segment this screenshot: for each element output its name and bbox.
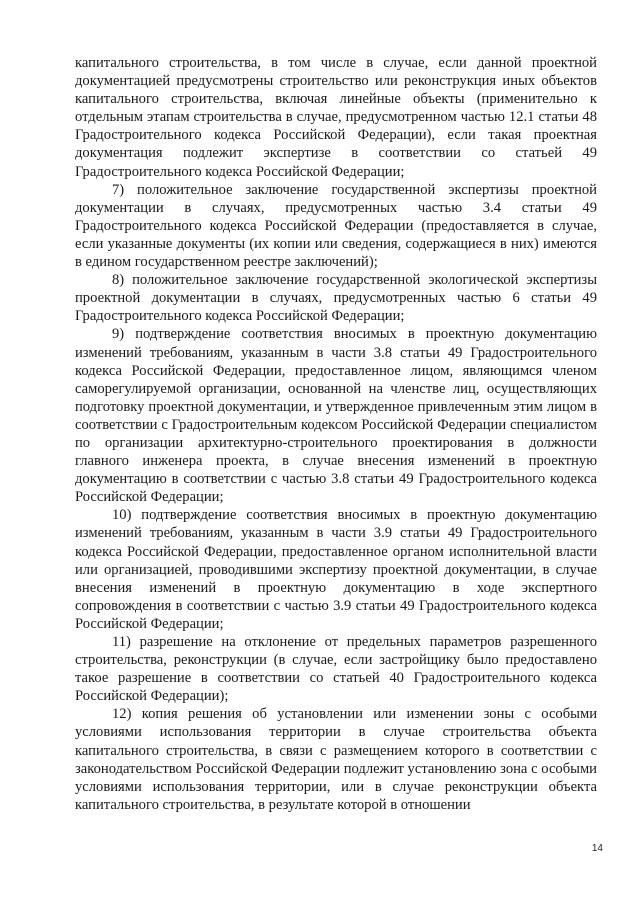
paragraph-item-7: 7) положительное заключение государственной экспертизы проектной документации в случаях, предусмотренных частью 3.4 статьи 49 Градостроительного кодекса Российской Федерации (предоставляется в случае, если указанные документы (их копии или сведения, содержащиеся в них) имеются в едином государственном реестре заключений); bbox=[75, 181, 597, 271]
paragraph-item-12: 12) копия решения об установлении или изменении зоны с особыми условиями использования территории в случае строительства объекта капитального строительства, в связи с размещением которого в соответствии с законодательством Российской Федерации подлежит установлению зона с особыми условиями использования территории, или в случае реконструкции объекта капитального строительства, в результате которой в отношении bbox=[75, 706, 597, 813]
paragraph-item-10: 10) подтверждение соответствия вносимых в проектную документацию изменений требованиям, указанным в части 3.9 статьи 49 Градостроительного кодекса Российской Федерации, предоставленное органом исполнительной власти или организацией, проводившими экспертизу проектной документации, в случае внесения изменений в проектную документацию в ходе экспертного сопровождения в соответствии с частью 3.9 статьи 49 Градостроительного кодекса Российской Федерации; bbox=[75, 507, 597, 632]
paragraph-continuation: капитального строительства, в том числе в случае, если данной проектной документацией предусмотрены строительство или реконструкция иных объектов капитального строительства, включая линейные объекты (применительно к отдельным этапам строительства в случае, предусмотренном частью 12.1 статьи 48 Градостроительного кодекса Российской Федерации), если такая проектная документация подлежит экспертизе в соответствии со статьей 49 Градостроительного кодекса Российской Федерации; bbox=[75, 55, 597, 180]
paragraph-item-8: 8) положительное заключение государственной экологической экспертизы проектной документации в случаях, предусмотренных частью 6 статьи 49 Градостроительного кодекса Российской Федерации; bbox=[75, 272, 597, 325]
document-body bbox=[75, 54, 597, 814]
paragraph-item-9: 9) подтверждение соответствия вносимых в проектную документацию изменений требованиям, указанным в части 3.8 статьи 49 Градостроительного кодекса Российской Федерации, предоставленное лицом, являющимся членом саморегулируемой организации, основанной на членстве лиц, осуществляющих подготовку проектной документации, и утвержденное привлеченным этим лицом в соответствии с Градостроительным кодексом Российской Федерации специалистом по организации архитектурно-строительного проектирования в должности главного инженера проекта, в случае внесения изменений в проектную документацию в соответствии с частью 3.8 статьи 49 Градостроительного кодекса Российской Федерации; bbox=[75, 326, 597, 506]
page-number: 14 bbox=[591, 843, 603, 854]
paragraph-item-11: 11) разрешение на отклонение от предельных параметров разрешенного строительства, реконструкции (в случае, если застройщику было предоставлено такое разрешение в соответствии со статьей 40 Градостроительного кодекса Российской Федерации); bbox=[75, 634, 597, 705]
